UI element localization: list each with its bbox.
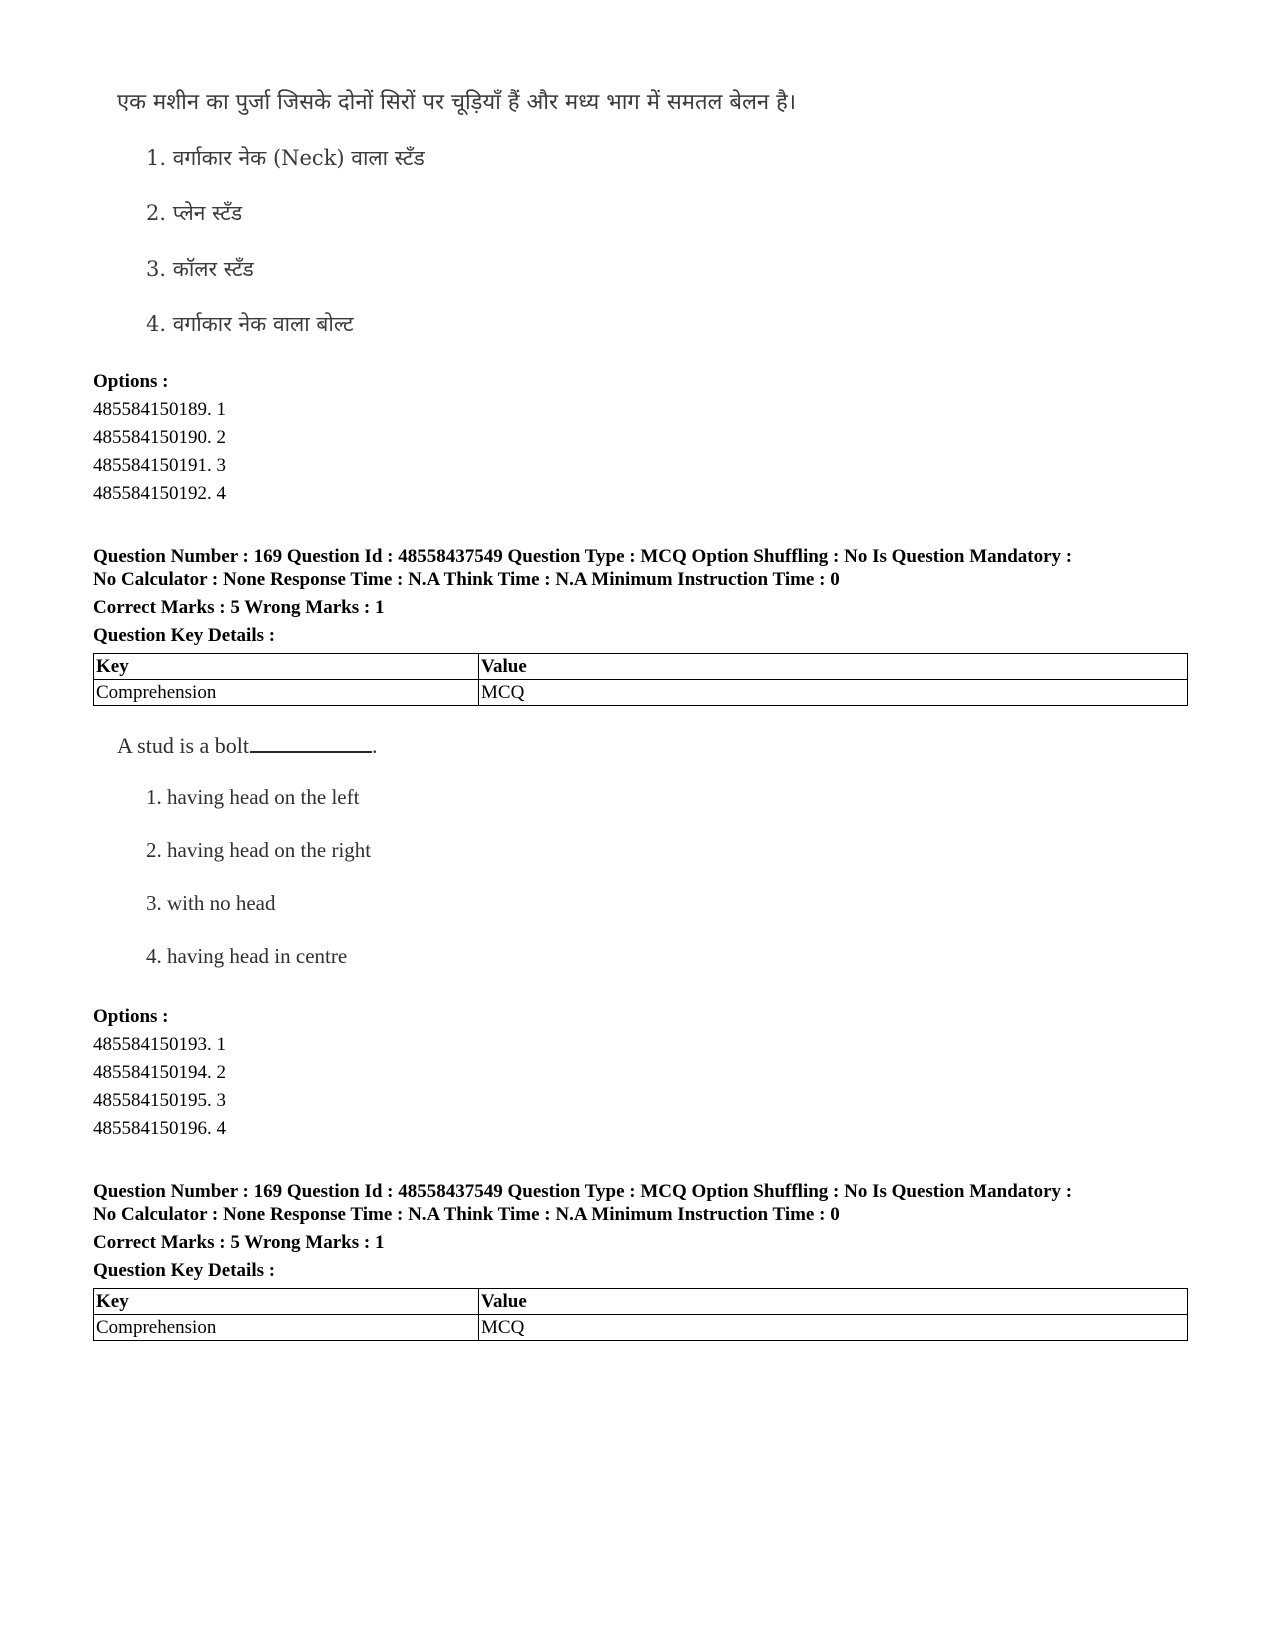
table-row [94,680,1188,706]
option-item: 485584150191. 3 [93,455,226,476]
key-details-table [93,1288,1188,1341]
option-item: 485584150195. 3 [93,1090,226,1111]
options-label: Options : [93,1006,169,1027]
table-header-row [94,654,1188,680]
question-1-choice-3: 3. कॉलर स्टॅंड [146,257,254,281]
question-2-stem-end: . [372,733,378,758]
question-2-choice-2: 2. having head on the right [146,838,372,862]
table-header-row [94,1289,1188,1315]
table-header-key: Key [94,1289,479,1315]
table-header-key: Key [94,654,479,680]
table-header-value: Value [479,1289,1188,1315]
key-details-label: Question Key Details : [93,1260,276,1281]
options-label: Options : [93,371,169,392]
option-item: 485584150189. 1 [93,399,226,420]
table-cell-value: MCQ [479,680,1188,706]
marks-line: Correct Marks : 5 Wrong Marks : 1 [93,1232,385,1253]
question-2-choice-3: 3. with no head [146,891,276,915]
question-2-stem [117,733,378,759]
option-item: 485584150190. 2 [93,427,226,448]
option-item: 485584150196. 4 [93,1118,226,1139]
key-details-label: Question Key Details : [93,625,276,646]
option-item: 485584150194. 2 [93,1062,226,1083]
question-1-choice-2: 2. प्लेन स्टॅंड [146,201,243,225]
option-item: 485584150192. 4 [93,483,226,504]
question-meta-line: No Calculator : None Response Time : N.A Think Time : N.A Minimum Instruction Time : 0 [93,1204,840,1225]
marks-line: Correct Marks : 5 Wrong Marks : 1 [93,597,385,618]
option-item: 485584150193. 1 [93,1034,226,1055]
question-1-choice-1: 1. वर्गाकार नेक (Neck) वाला स्टॅंड [146,146,425,170]
table-cell-key: Comprehension [94,1315,479,1341]
table-header-value: Value [479,654,1188,680]
question-1-choice-4: 4. वर्गाकार नेक वाला बोल्ट [146,312,354,336]
key-details-table [93,653,1188,706]
question-meta-line: No Calculator : None Response Time : N.A Think Time : N.A Minimum Instruction Time : 0 [93,569,840,590]
question-2-choice-4: 4. having head in centre [146,944,348,968]
table-row [94,1315,1188,1341]
question-meta-line: Question Number : 169 Question Id : 48558437549 Question Type : MCQ Option Shuffling : No Is Question Mandatory : [93,1181,1073,1202]
answer-blank [250,735,372,753]
table-cell-key: Comprehension [94,680,479,706]
question-2-choice-1: 1. having head on the left [146,785,360,809]
question-1-stem: एक मशीन का पुर्जा जिसके दोनों सिरों पर चूड़ियाँ हैं और मध्य भाग में समतल बेलन है। [117,90,797,115]
table-cell-value: MCQ [479,1315,1188,1341]
question-2-stem-text: A stud is a bolt [117,733,250,758]
question-meta-line: Question Number : 169 Question Id : 48558437549 Question Type : MCQ Option Shuffling : No Is Question Mandatory : [93,546,1073,567]
